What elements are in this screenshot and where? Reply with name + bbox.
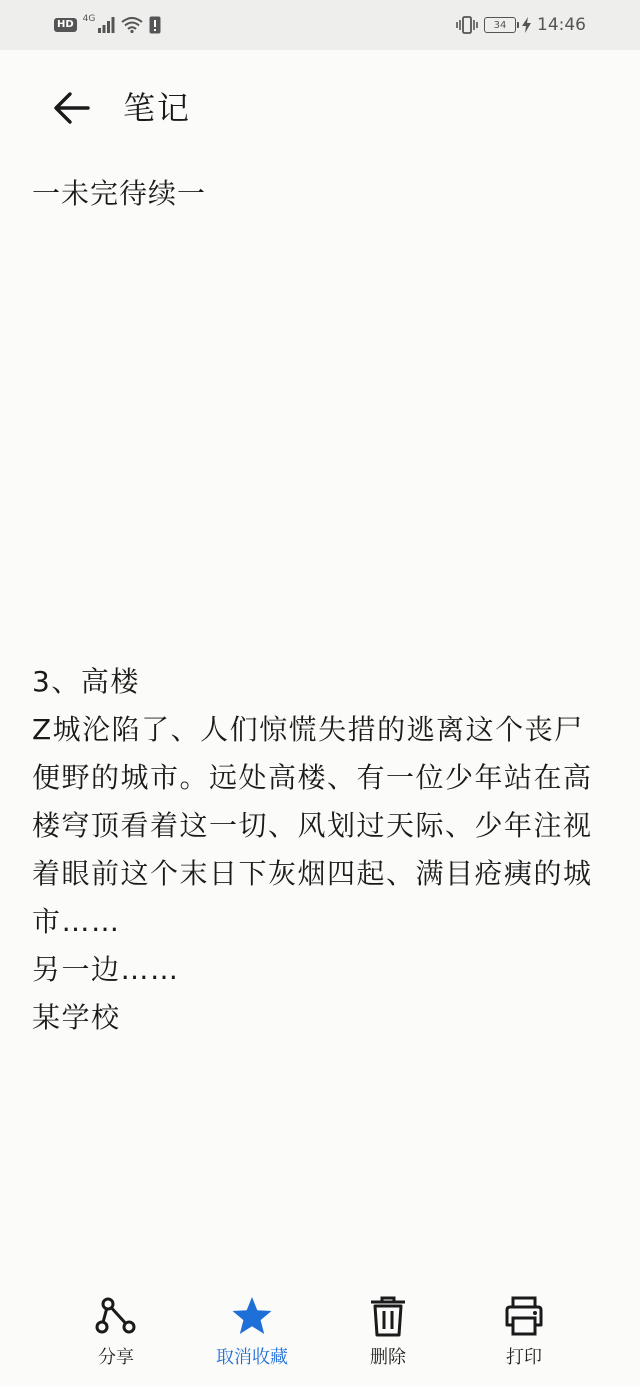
status-bar xyxy=(0,0,640,50)
status-right xyxy=(456,14,586,36)
charging-icon xyxy=(522,17,531,33)
unfavorite-button[interactable] xyxy=(184,1280,320,1387)
print-button[interactable] xyxy=(456,1280,592,1387)
delete-label: 删除 xyxy=(370,1347,406,1368)
battery-indicator xyxy=(484,17,516,33)
vibrate-icon xyxy=(456,16,478,34)
share-button[interactable] xyxy=(48,1280,184,1387)
clock: 14:46 xyxy=(537,15,586,35)
share-icon xyxy=(94,1294,138,1338)
alert-icon xyxy=(149,16,161,34)
note-body[interactable] xyxy=(32,160,608,218)
hd-badge: HD xyxy=(54,18,77,32)
back-button[interactable] xyxy=(48,84,96,132)
delete-button[interactable] xyxy=(320,1280,456,1387)
note-story[interactable] xyxy=(32,658,608,1042)
page-title: 笔记 xyxy=(123,89,192,127)
star-icon xyxy=(230,1294,274,1338)
battery-level: 34 xyxy=(493,19,507,31)
school-line: 某学校 xyxy=(32,1001,121,1034)
trash-icon xyxy=(366,1294,410,1338)
story-paragraph: Z城沦陷了、人们惊慌失措的逃离这个丧尸便野的城市。远处高楼、有一位少年站在高楼穹顶看着这一切、风划过天际、少年注视着眼前这个末日下灰烟四起、满目疮痍的城市…… xyxy=(32,713,593,938)
bottom-action-bar xyxy=(0,1280,640,1387)
wifi-icon xyxy=(121,17,143,33)
section-title: 3、高楼 xyxy=(32,665,140,698)
print-label: 打印 xyxy=(506,1347,542,1368)
network-type: 4G xyxy=(82,14,96,24)
printer-icon xyxy=(502,1294,546,1338)
signal-icon xyxy=(97,17,115,33)
to-be-continued-line: 一未完待续一 xyxy=(32,177,207,210)
app-header xyxy=(0,50,640,160)
share-label: 分享 xyxy=(98,1347,134,1368)
arrow-left-icon xyxy=(52,88,92,128)
status-left xyxy=(54,14,161,36)
unfavorite-label: 取消收藏 xyxy=(216,1347,288,1368)
other-side-line: 另一边…… xyxy=(32,953,180,986)
